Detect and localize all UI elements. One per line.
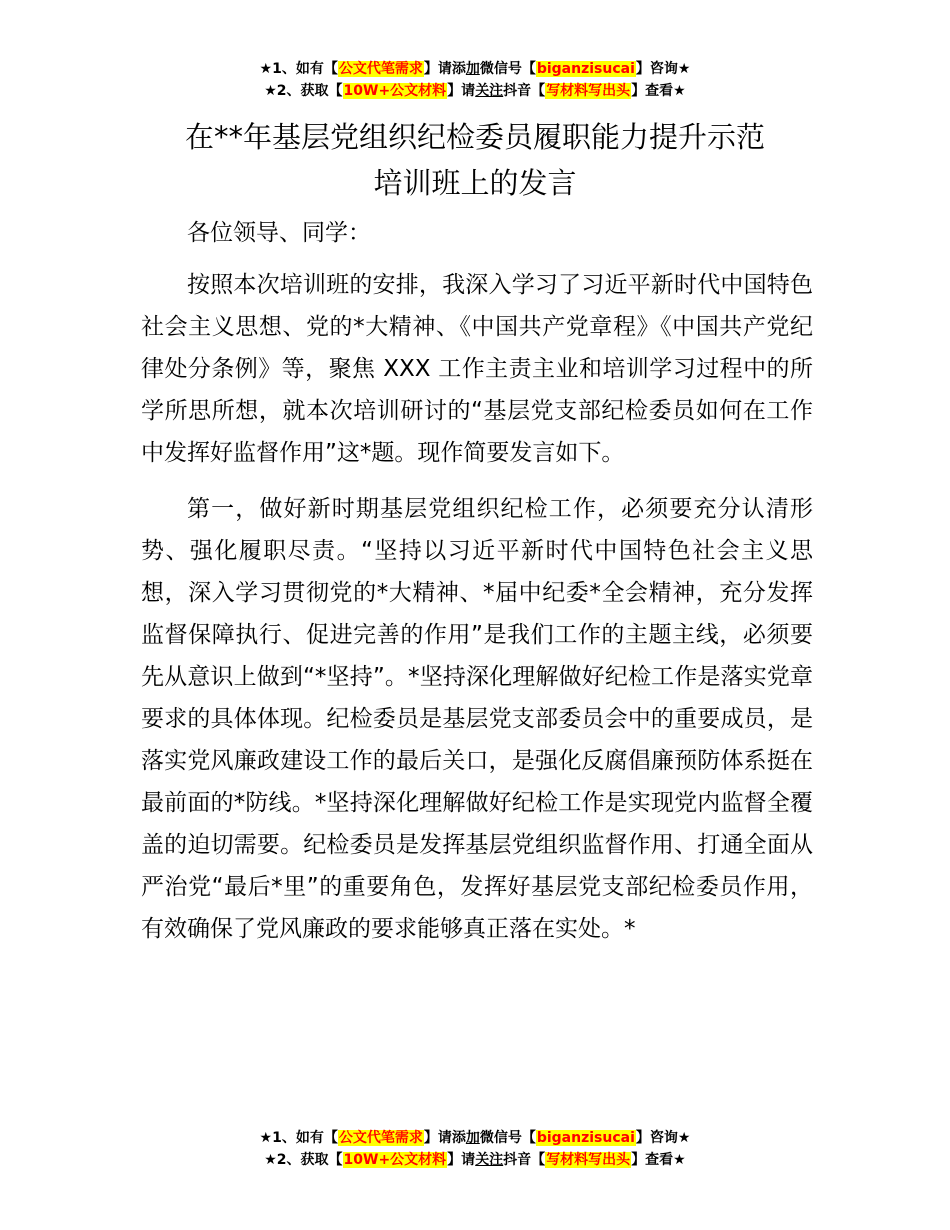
banner-text: 】请 xyxy=(447,83,476,99)
banner-text: 微信号【 xyxy=(479,61,536,77)
banner-text-underlined: 关注 xyxy=(475,1152,504,1168)
banner-line-2 xyxy=(0,80,950,102)
banner-line-2 xyxy=(0,1149,950,1171)
salutation: 各位领导、同学： xyxy=(187,220,371,246)
highlight-materials: 10W+公文材料 xyxy=(343,1152,447,1168)
footer-banner xyxy=(0,1127,950,1171)
banner-text: 抖音【 xyxy=(503,1152,546,1168)
banner-text: 】请 xyxy=(447,1152,476,1168)
title-line-1: 在**年基层党组织纪检委员履职能力提升示范 xyxy=(184,120,765,154)
highlight-service: 公文代笔需求 xyxy=(338,61,423,77)
banner-text: ★1、如有【 xyxy=(259,61,338,77)
banner-text: 抖音【 xyxy=(503,83,546,99)
paragraph-first-point: 第一，做好新时期基层党组织纪检工作，必须要充分认清形势、强化履职尽责。“坚持以习近平新时代中国特色社会主义思想，深入学习贯彻党的*大精神、*届中纪委*全会精神，充分发挥监督保障执行、促进完善的作用”是我们工作的主题主线，必须要先从意识上做到“*坚持”。*坚持深化理解做好纪检工作是落实党章要求的具体体现。纪检委员是基层党支部委员会中的重要成员，是落实党风廉政建设工作的最后关口，是强化反腐倡廉预防体系挺在最前面的*防线。*坚持深化理解做好纪检工作是实现党内监督全覆盖的迫切需要。纪检委员是发挥基层党组织监督作用、打通全面从严治党“最后*里”的重要角色，发挥好基层党支部纪检委员作用，有效确保了党风廉政的要求能够真正落在实处。* xyxy=(141,496,813,942)
document-title xyxy=(0,114,950,206)
title-line-2: 培训班上的发言 xyxy=(373,166,577,200)
banner-line-1 xyxy=(0,1127,950,1149)
paragraph-intro: 按照本次培训班的安排，我深入学习了习近平新时代中国特色社会主义思想、党的*大精神、《中国共产党章程》《中国共产党纪律处分条例》等，聚焦 XXX 工作主责主业和培训学习过程中的所学所思所想，就本次培训研讨的“基层党支部纪检委员如何在工作中发挥好监督作用”这*题。现作简要发言如下。 xyxy=(141,272,813,466)
banner-text: ★1、如有【 xyxy=(259,1130,338,1146)
highlight-douyin: 写材料写出头 xyxy=(546,83,631,99)
highlight-wechat-id: biganzisucai xyxy=(536,1130,635,1146)
banner-text-underlined: 加 xyxy=(465,1130,480,1146)
banner-text: 】咨询★ xyxy=(635,1130,691,1146)
banner-text: 】查看★ xyxy=(631,1152,686,1168)
banner-text: 】查看★ xyxy=(631,83,686,99)
banner-text: 微信号【 xyxy=(479,1130,536,1146)
banner-text-underlined: 关注 xyxy=(475,83,504,99)
banner-text-underlined: 加 xyxy=(465,61,480,77)
highlight-service: 公文代笔需求 xyxy=(338,1130,423,1146)
highlight-douyin: 写材料写出头 xyxy=(546,1152,631,1168)
banner-text: ★2、获取【 xyxy=(264,1152,343,1168)
header-banner xyxy=(0,58,950,102)
highlight-materials: 10W+公文材料 xyxy=(343,83,447,99)
highlight-wechat-id: biganzisucai xyxy=(536,61,635,77)
banner-line-1 xyxy=(0,58,950,80)
banner-text: ★2、获取【 xyxy=(264,83,343,99)
banner-text: 】请添 xyxy=(423,61,466,77)
banner-text: 】请添 xyxy=(423,1130,466,1146)
document-body xyxy=(141,212,813,958)
banner-text: 】咨询★ xyxy=(635,61,691,77)
